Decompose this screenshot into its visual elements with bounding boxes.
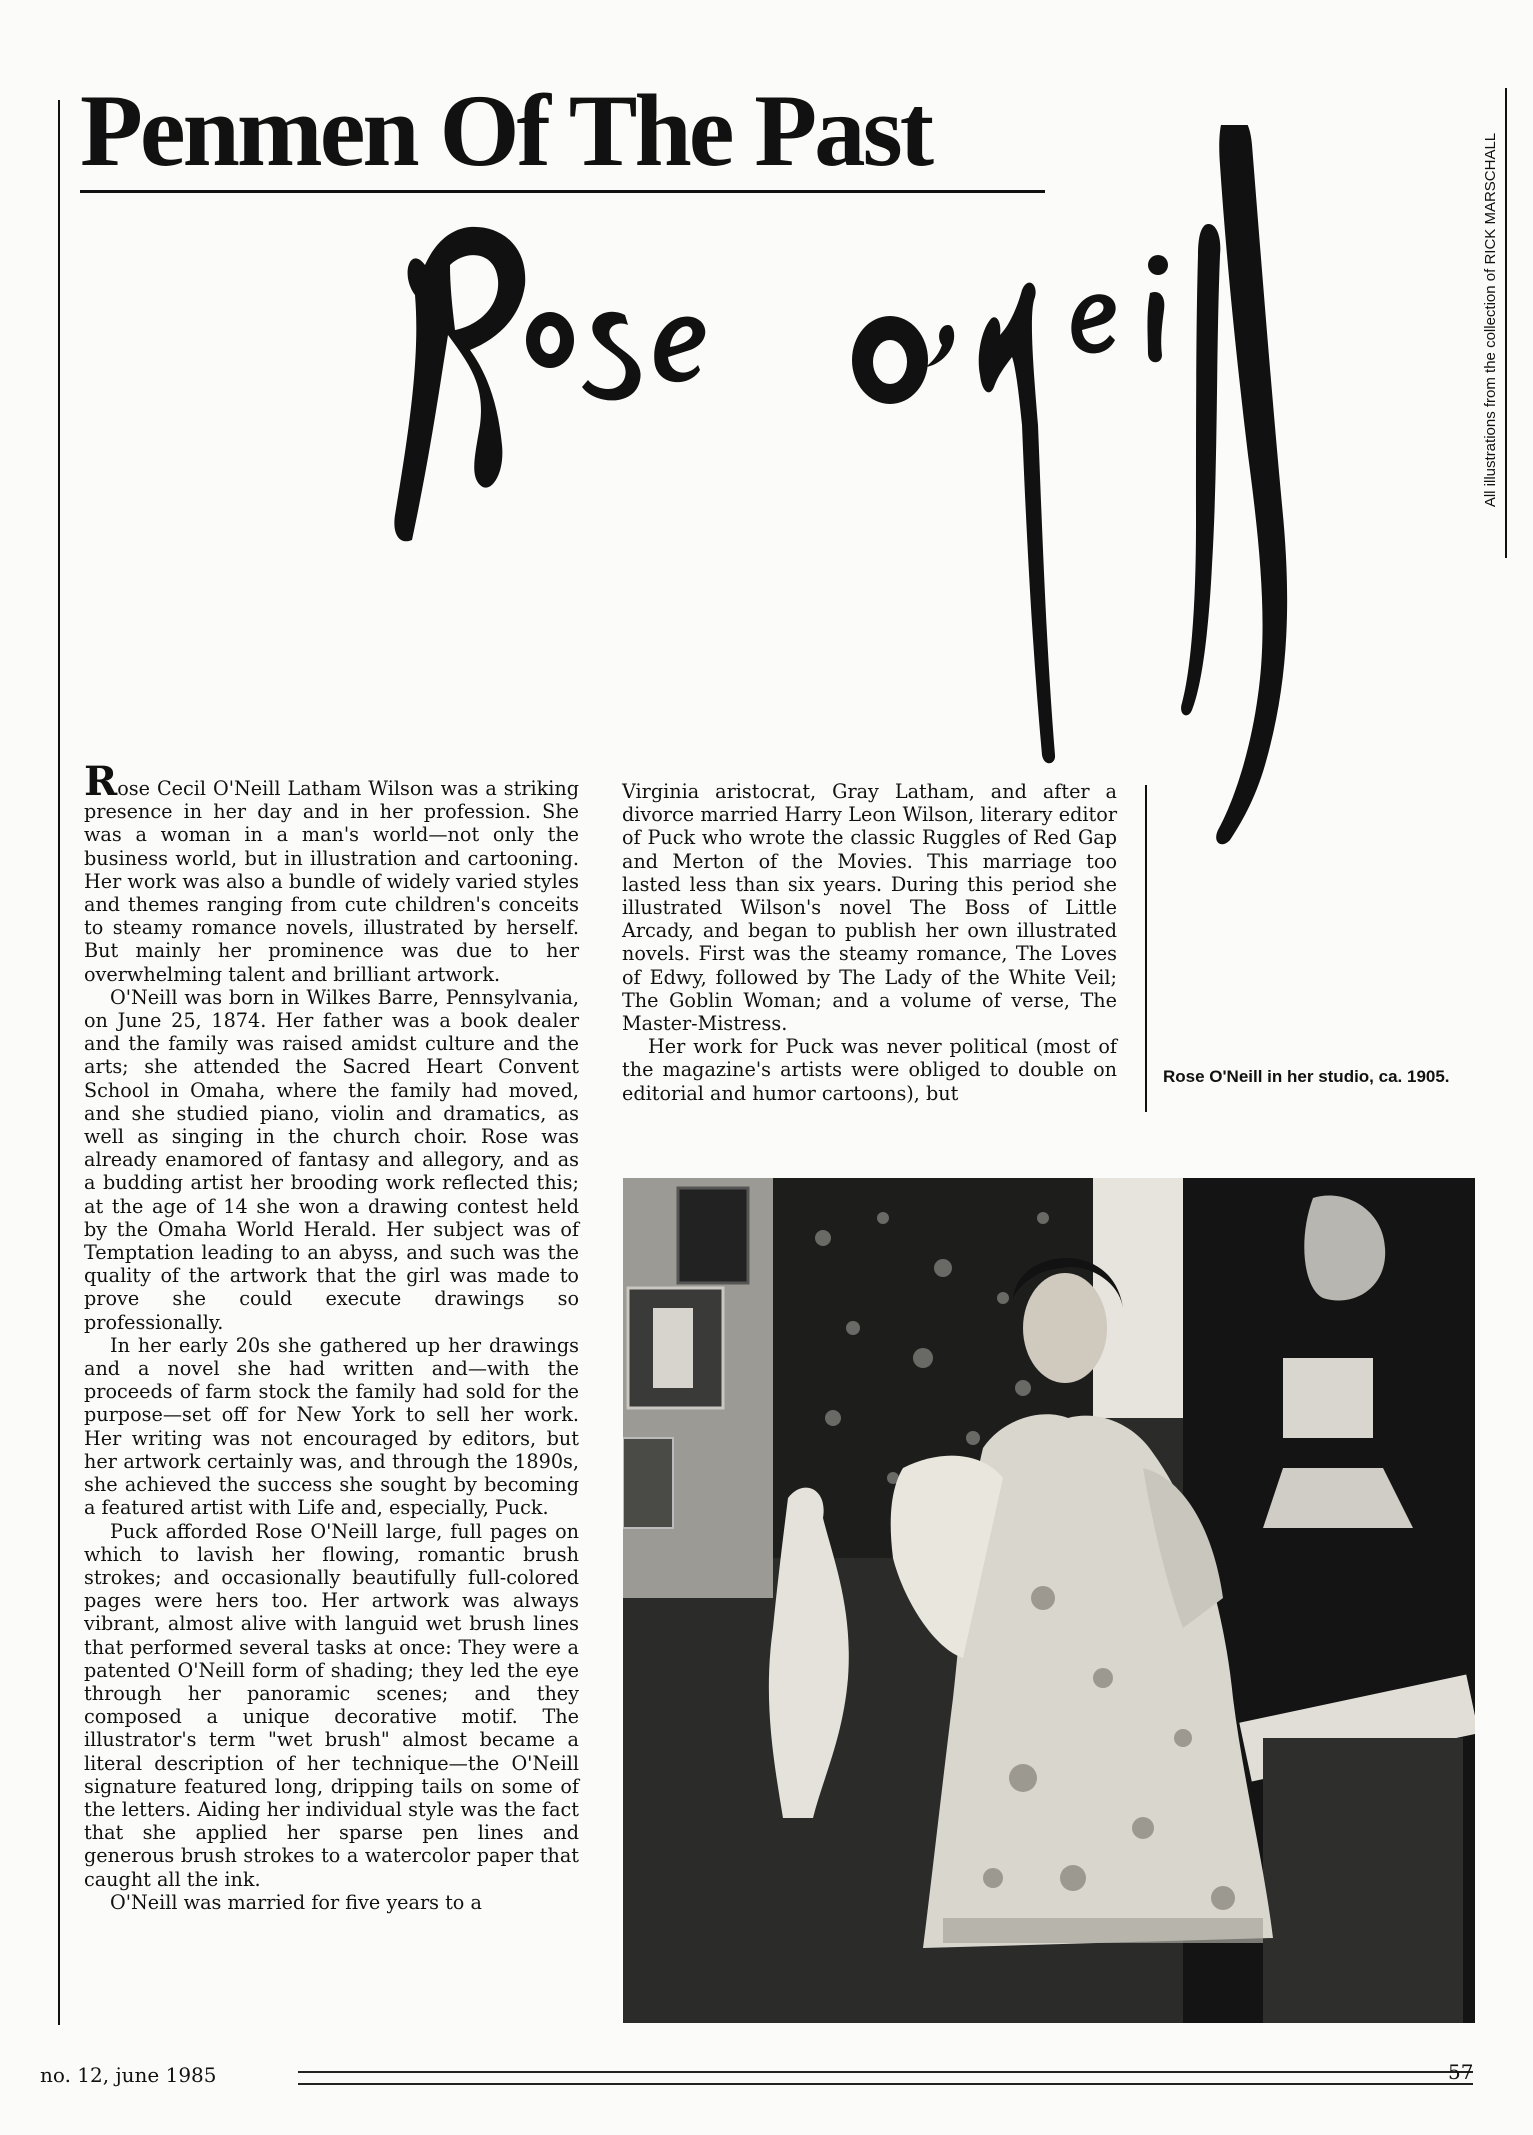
illustration-credit: All illustrations from the collection of RICK MARSCHALL [1482,132,1499,508]
photo-caption: Rose O'Neill in her studio, ca. 1905. [1163,1067,1450,1086]
paragraph-1-text: ose Cecil O'Neill Latham Wilson was a striking presence in her day and in her profession. She was a woman in a man's world—not only the business world, but in illustration and cartooning. Her work was also a bundle of widely varied styles and themes ranging from cute children's conceits to steamy romance novels, illustrated by herself. But mainly her prominence was due to her overwhelming talent and brilliant artwork. [84,777,579,986]
article-column-1 [84,758,579,1914]
paragraph-6: Virginia aristocrat, Gray Latham, and after a divorce married Harry Leon Wilson, literary editor of Puck who wrote the classic Ruggles of Red Gap and Merton of the Movies. This marriage too lasted less than six years. During this period she illustrated Wilson's novel The Boss of Little Arcady, and began to publish her own illustrated novels. First was the steamy romance, The Loves of Edwy, followed by The Lady of the White Veil; The Goblin Woman; and a volume of verse, The Master-Mistress. [622,780,1117,1036]
paragraph-3: In her early 20s she gathered up her drawings and a novel she had written and—with the proceeds of farm stock the family had sold for the purpose—set off for New York to sell her work. Her writing was not encouraged by editors, but her artwork certainly was, and through the 1890s, she achieved the success she sought by becoming a featured artist with Life and, especially, Puck. [84,1333,579,1520]
left-margin-rule [58,100,60,2025]
issue-label: no. 12, june 1985 [40,2063,217,2087]
studio-photo-artwork [623,1178,1475,2023]
credit-rule [1505,88,1507,558]
paragraph-7: Her work for Puck was never political (most of the magazine's artists were obliged to double on editorial and humor cartoons), but [622,1035,1117,1105]
column-divider [1145,785,1147,1112]
page-footer [40,2060,1505,2093]
headline: Penmen Of The Past [80,74,932,188]
page-number: 57 [1448,2060,1474,2084]
drop-cap: R [84,758,118,805]
paragraph-2: O'Neill was born in Wilkes Barre, Pennsylvania, on June 25, 1874. Her father was a book dealer and the family was raised amidst culture and the arts; she attended the Sacred Heart Convent School in Omaha, where the family had moved, and she studied piano, violin and dramatics, as well as singing in the church choir. Rose was already enamored of fantasy and allegory, and as a budding artist her brooding work reflected this; at the age of 14 she won a drawing contest held by the Omaha World Herald. Her subject was of Temptation leading to an abyss, and such was the quality of the artwork that the girl was made to prove she could execute drawings so professionally. [84,985,579,1334]
studio-photograph [623,1178,1475,2023]
footer-rule [298,2071,1473,2085]
article-column-2 [622,780,1117,1105]
paragraph-1 [84,758,579,986]
paragraph-5: O'Neill was married for five years to a [110,1890,482,1914]
paragraph-4: Puck afforded Rose O'Neill large, full pages on which to lavish her flowing, romantic brush strokes; and occasionally beautifully full-colored pages were hers too. Her artwork was always vibrant, almost alive with languid wet brush lines that performed several tasks at once: They were a patented O'Neill form of shading; they led the eye through her panoramic scenes; and they composed a unique decorative motif. The illustrator's term "wet brush" almost became a literal description of her technique—the O'Neill signature featured long, dripping tails on some of the letters. Aiding her individual style was the fact that she applied her sparse pen lines and generous brush strokes to a watercolor paper that caught all the ink. [84,1519,579,1891]
